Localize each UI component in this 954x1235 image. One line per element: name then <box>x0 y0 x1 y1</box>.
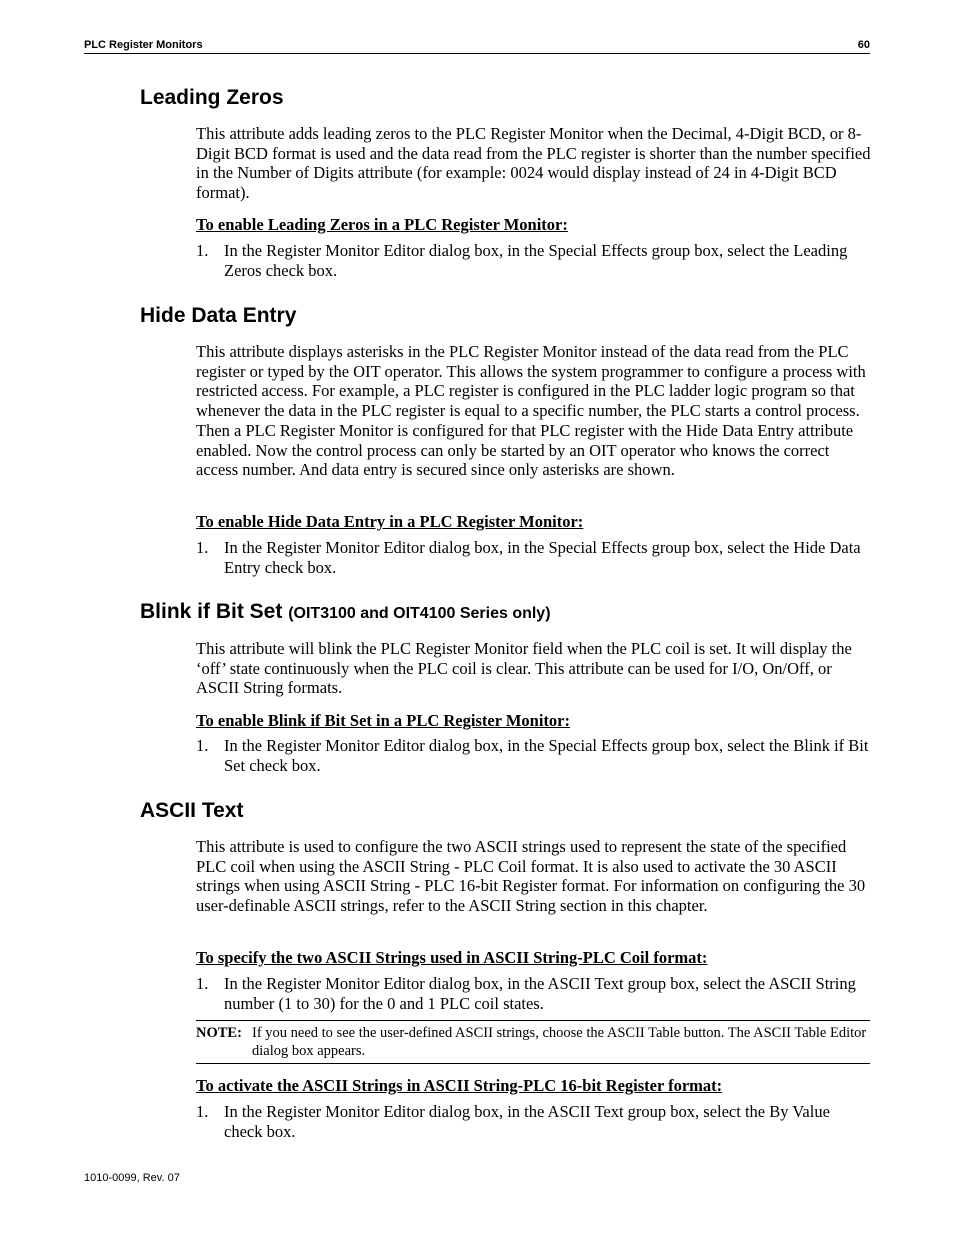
note-box <box>196 1020 870 1064</box>
page-header <box>84 37 870 54</box>
step-ascii-register <box>196 1102 872 1141</box>
step-text: In the Register Monitor Editor dialog box, in the ASCII Text group box, select the ASCII String number (1 to 30) for the 0 and 1 PLC coil states. <box>224 974 856 1013</box>
procedure-title-leading-zeros: To enable Leading Zeros in a PLC Register Monitor: <box>196 215 568 234</box>
paragraph-blink-if-bit-set: This attribute will blink the PLC Register Monitor field when the PLC coil is set. It will display the ‘off’ state continuously when the PLC coil is clear. This attribute can be used for I/O, On/Off, or ASCII String formats. <box>196 639 852 698</box>
step-text: In the Register Monitor Editor dialog box, in the Special Effects group box, select the Blink if Bit Set check box. <box>224 736 869 775</box>
running-header-title: PLC Register Monitors <box>84 39 203 51</box>
paragraph-ascii-text: This attribute is used to configure the two ASCII strings used to represent the state of the specified PLC coil when using the ASCII String - PLC Coil format. It is also used to activate the 30 ASCII strings when using ASCII String - PLC 16-bit Register format. For information on configuring the 30 user-definable ASCII strings, refer to the ASCII String section in this chapter. <box>196 837 866 916</box>
step-number: 1. <box>196 1102 209 1121</box>
step-leading-zeros <box>196 241 872 280</box>
heading-leading-zeros: Leading Zeros <box>140 86 284 109</box>
paragraph-hide-data-entry: This attribute displays asterisks in the PLC Register Monitor instead of the data read from the PLC register or typed by the OIT operator. This allows the system programmer to configure a process with restricted access. For example, a PLC register is configured in the PLC ladder logic program so that whenever the data in the PLC register is equal to a specific number, the PLC starts a control process. Then a PLC Register Monitor is configured for that PLC register with the Hide Data Entry attribute enabled. Now the control process can only be started by an OIT operator who knows the correct access number. And data entry is secured since only asterisks are shown. <box>196 342 866 480</box>
note-text: If you need to see the user-defined ASCII strings, choose the ASCII Table button. The ASCII Table Editor dialog box appears. <box>252 1025 867 1059</box>
step-text: In the Register Monitor Editor dialog box, in the Special Effects group box, select the Leading Zeros check box. <box>224 241 848 280</box>
heading-hide-data-entry: Hide Data Entry <box>140 304 297 327</box>
heading-ascii-text: ASCII Text <box>140 799 244 822</box>
step-number: 1. <box>196 974 209 993</box>
heading-blink-if-bit-set <box>140 600 551 626</box>
paragraph-leading-zeros: This attribute adds leading zeros to the PLC Register Monitor when the Decimal, 4-Digit BCD, or 8-Digit BCD format is used and the data read from the PLC register is shorter than the number specified in the Number of Digits attribute (for example: 0024 would display instead of 24 in 4-Digit BCD format). <box>196 124 871 203</box>
procedure-title-hide-data-entry: To enable Hide Data Entry in a PLC Register Monitor: <box>196 512 584 531</box>
step-number: 1. <box>196 736 209 755</box>
step-hide-data-entry <box>196 538 872 577</box>
procedure-title-ascii-register: To activate the ASCII Strings in ASCII String-PLC 16-bit Register format: <box>196 1076 723 1095</box>
procedure-title-blink-if-bit-set: To enable Blink if Bit Set in a PLC Register Monitor: <box>196 711 571 730</box>
step-number: 1. <box>196 538 209 557</box>
heading-blink-suffix: (OIT3100 and OIT4100 Series only) <box>288 605 551 622</box>
footer-doc-id: 1010-0099, Rev. 07 <box>84 1172 180 1184</box>
step-ascii-coil <box>196 974 872 1013</box>
page-number: 60 <box>857 39 870 51</box>
heading-blink-title: Blink if Bit Set <box>140 600 283 623</box>
note-label: NOTE: <box>196 1025 242 1041</box>
procedure-title-ascii-coil: To specify the two ASCII Strings used in ASCII String-PLC Coil format: <box>196 948 708 967</box>
step-blink-if-bit-set <box>196 736 872 775</box>
step-text: In the Register Monitor Editor dialog box, in the ASCII Text group box, select the By Value check box. <box>224 1102 830 1141</box>
step-number: 1. <box>196 241 209 260</box>
step-text: In the Register Monitor Editor dialog box, in the Special Effects group box, select the Hide Data Entry check box. <box>224 538 861 577</box>
